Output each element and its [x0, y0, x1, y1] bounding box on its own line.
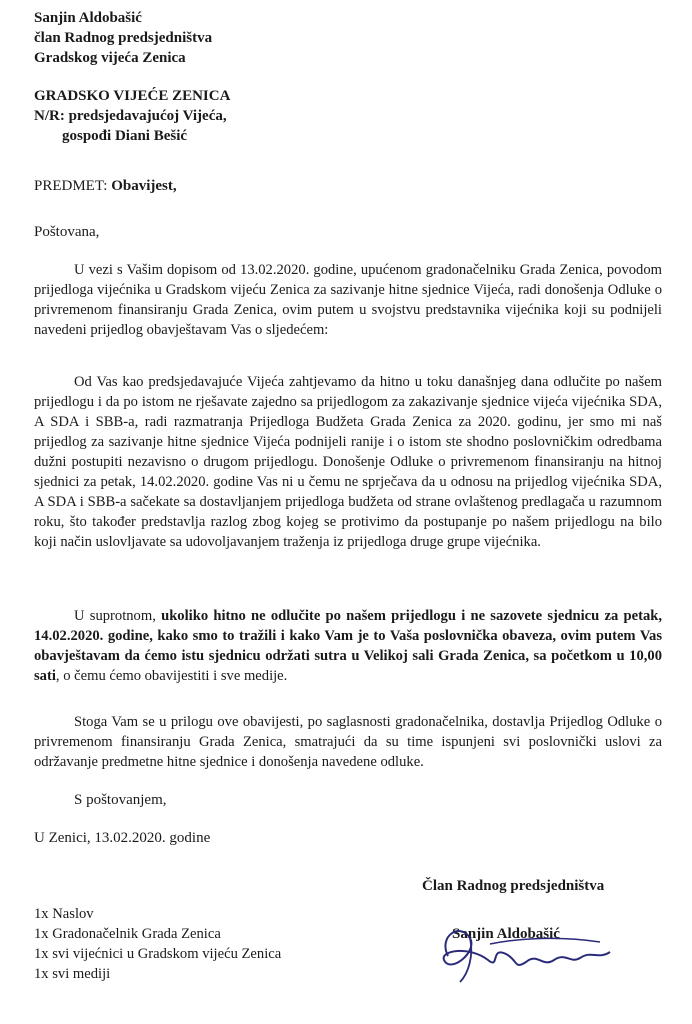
recipient-person: gospođi Diani Bešić: [62, 128, 188, 144]
recipient-org: GRADSKO VIJEĆE ZENICA: [34, 88, 231, 104]
salutation: Poštovana,: [34, 224, 100, 240]
paragraph-3: [34, 606, 662, 686]
sender-body: Gradskog vijeća Zenica: [34, 50, 186, 66]
closing: S poštovanjem,: [74, 792, 167, 808]
paragraph-3-start: U suprotnom,: [74, 608, 162, 624]
copy-item: 1x svi mediji: [34, 966, 111, 982]
recipient-attn: N/R: predsjedavajućoj Vijeća,: [34, 108, 227, 124]
signature-title: Član Radnog predsjedništva: [422, 878, 605, 894]
paragraph-4: Stoga Vam se u prilogu ove obavijesti, po saglasnosti gradonačelnika, dostavlja Prijedlog Odluke o privremenom finansiranju Grada Zenica, smatrajući da su time ispunjeni svi poslovnički uslovi za održavanje predmetne hitne sjednice i donošenja navedene odluke.: [34, 714, 662, 770]
subject-label: PREDMET:: [34, 178, 108, 194]
sender-name: Sanjin Aldobašić: [34, 10, 142, 26]
paragraph-3-end: , o čemu ćemo obavijestiti i sve medije.: [55, 668, 288, 684]
paragraph-2: Od Vas kao predsjedavajuće Vijeća zahtjevamo da hitno u toku današnjeg dana odlučite po našem prijedlogu i da po istom ne rješavate zajedno sa prijedlogom za zakazivanje sjednice vijeća vijećnika SDA, A SDA i SBB-a, radi razmatranja Prijedloga Budžeta Grada Zenica za 2020. godinu, jer smo mi naš prijedlog za sazivanje hitne sjednice Vijeća podnijeli ranije i o istom ste shodno poslovničkim odredbama dužni postupiti nezavisno o drugom prijedlogu. Donošenje Odluke o privremenom finansiranju na hitnoj sjednici za petak, 14.02.2020. godine Vas ni u čemu ne sprječava da u odnosu na prijedlog vijećnika SDA, A SDA i SBB-a sačekate sa dostavljanjem prijedloga budžeta od strane ovlaštenog predlagača u razumnom roku, što također predstavlja razlog zbog kojeg se protivimo da postupanje po našem prijedlogu na bilo koji način uslovljavate sa udovoljavanjem traženja iz prijedloga druge grupe vijećnika.: [34, 374, 662, 550]
copy-item: 1x Gradonačelnik Grada Zenica: [34, 926, 221, 942]
signature-scribble: [430, 916, 630, 988]
signature-name: Sanjin Aldobašić: [452, 926, 560, 942]
copies-list: [34, 904, 281, 984]
paragraph-1: U vezi s Vašim dopisom od 13.02.2020. godine, upućenom gradonačelniku Grada Zenica, povodom prijedloga vijećnika u Gradskom vijeću Zenica za sazivanje hitne sjednice Vijeća, radi donošenja Odluke o privremenom finansiranju Grada Zenica, ovim putem u svojstvu predstavnika vijećnika koji su podnijeli navedeni prijedlog obavještavam Vas o sljedećem:: [34, 262, 662, 338]
subject-line: [34, 176, 177, 196]
copy-item: 1x Naslov: [34, 906, 94, 922]
sender-block: [34, 8, 212, 68]
copy-item: 1x svi vijećnici u Gradskom vijeću Zenica: [34, 946, 282, 962]
recipient-block: [34, 86, 230, 146]
sender-role: član Radnog predsjedništva: [34, 30, 213, 46]
paragraph-3-bold: ukoliko hitno ne odlučite po našem prijedlogu i ne sazovete sjednicu za petak, 14.02.2020. godine, kako smo to tražili i kako Vam je to Vaša poslovnička obaveza, ovim putem Vas obavještavam da ćemo istu sjednicu održati sutra u Velikoj sali Grada Zenica, sa početkom u 10,00 sati: [34, 608, 663, 684]
subject-value: Obavijest,: [111, 178, 177, 194]
place-date: U Zenici, 13.02.2020. godine: [34, 830, 211, 846]
